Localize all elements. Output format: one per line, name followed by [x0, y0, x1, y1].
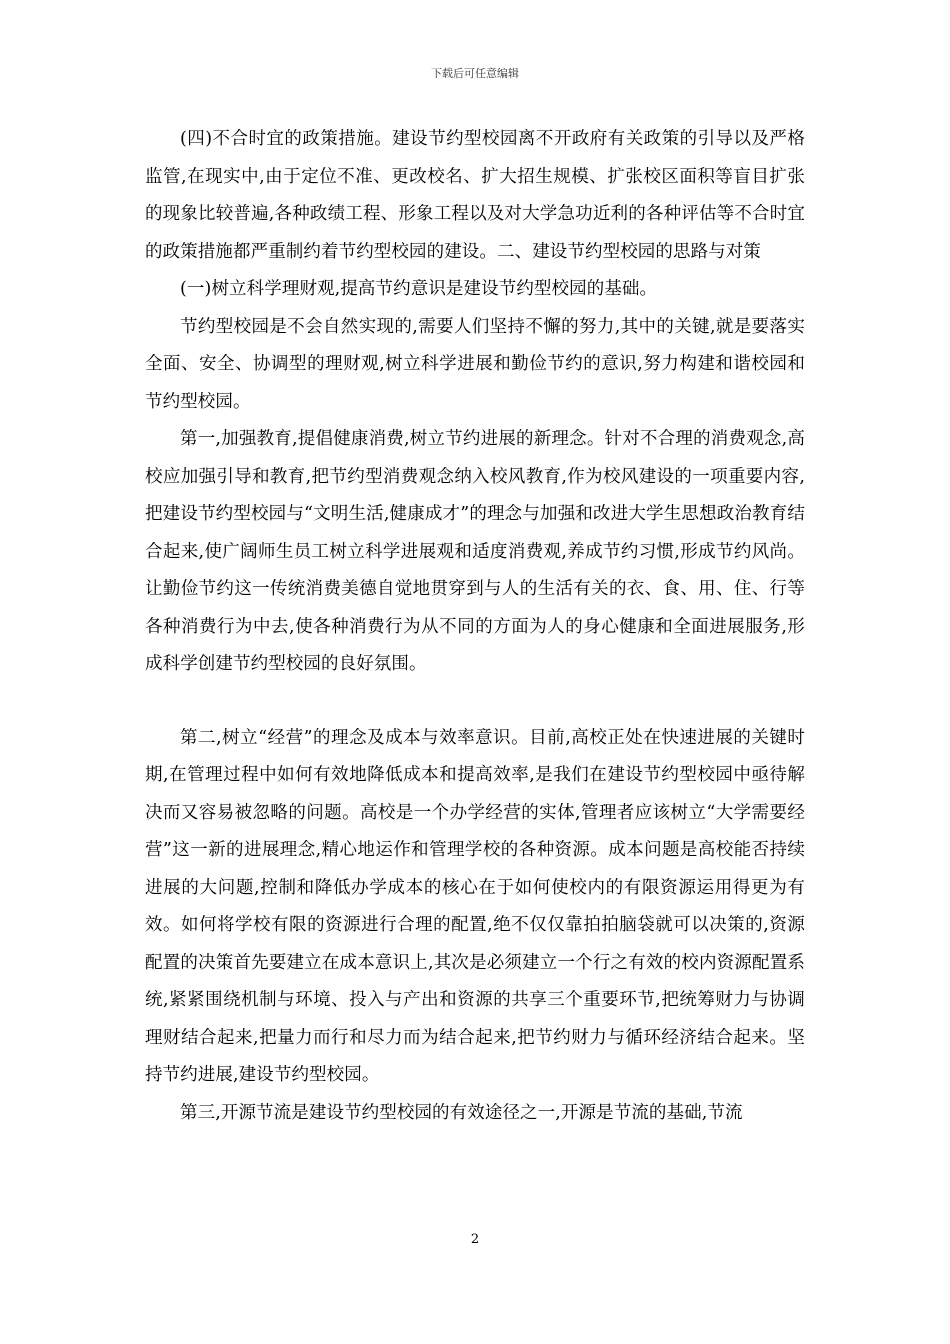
paragraph-section-heading-1: (一)树立科学理财观,提高节约意识是建设节约型校园的基础。 — [180, 279, 658, 299]
paragraph-intro: 节约型校园是不会自然实现的,需要人们坚持不懈的努力,其中的关键,就是要落实全面、安全、协调型的理财观,树立科学进展和勤俭节约的意识,努力构建和谐校园和节约型校园。 — [145, 316, 805, 412]
page-header: 下载后可任意编辑 — [431, 67, 519, 80]
document-body — [145, 121, 805, 1132]
paragraph-policy-measures: (四)不合时宜的政策措施。建设节约型校园离不开政府有关政策的引导以及严格监管,在现实中,由于定位不准、更改校名、扩大招生规模、扩张校区面积等盲目扩张的现象比较普遍,各种政绩工程、形象工程以及对大学急功近利的各种评估等不合时宜的政策措施都严重制约着节约型校园的建设。二、建设节约型校园的思路与对策 — [145, 129, 805, 262]
paragraph-first-point: 第一,加强教育,提倡健康消费,树立节约进展的新理念。针对不合理的消费观念,高校应加强引导和教育,把节约型消费观念纳入校风教育,作为校风建设的一项重要内容,把建设节约型校园与“文明生活,健康成才”的理念与加强和改进大学生思想政治教育结合起来,使广阔师生员工树立科学进展观和适度消费观,养成节约习惯,形成节约风尚。让勤俭节约这一传统消费美德自觉地贯穿到与人的生活有关的衣、食、用、住、行等各种消费行为中去,使各种消费行为从不同的方面为人的身心健康和全面进展服务,形成科学创建节约型校园的良好氛围。 — [145, 429, 805, 674]
paragraph-second-point: 第二,树立“经营”的理念及成本与效率意识。目前,高校正处在快速进展的关键时期,在管理过程中如何有效地降低成本和提高效率,是我们在建设节约型校园中亟待解决而又容易被忽略的问题。高校是一个办学经营的实体,管理者应该树立“大学需要经营”这一新的进展理念,精心地运作和管理学校的各种资源。成本问题是高校能否持续进展的大问题,控制和降低办学成本的核心在于如何使校内的有限资源运用得更为有效。如何将学校有限的资源进行合理的配置,绝不仅仅靠拍拍脑袋就可以决策的,资源配置的决策首先要建立在成本意识上,其次是必须建立一个行之有效的校内资源配置系统,紧紧围绕机制与环境、投入与产出和资源的共享三个重要环节,把统筹财力与协调理财结合起来,把量力而行和尽力而为结合起来,把节约财力与循环经济结合起来。坚持节约进展,建设节约型校园。 — [145, 727, 805, 1085]
page-number: 2 — [470, 1232, 480, 1247]
paragraph-third-point: 第三,开源节流是建设节约型校园的有效途径之一,开源是节流的基础,节流 — [180, 1102, 743, 1123]
